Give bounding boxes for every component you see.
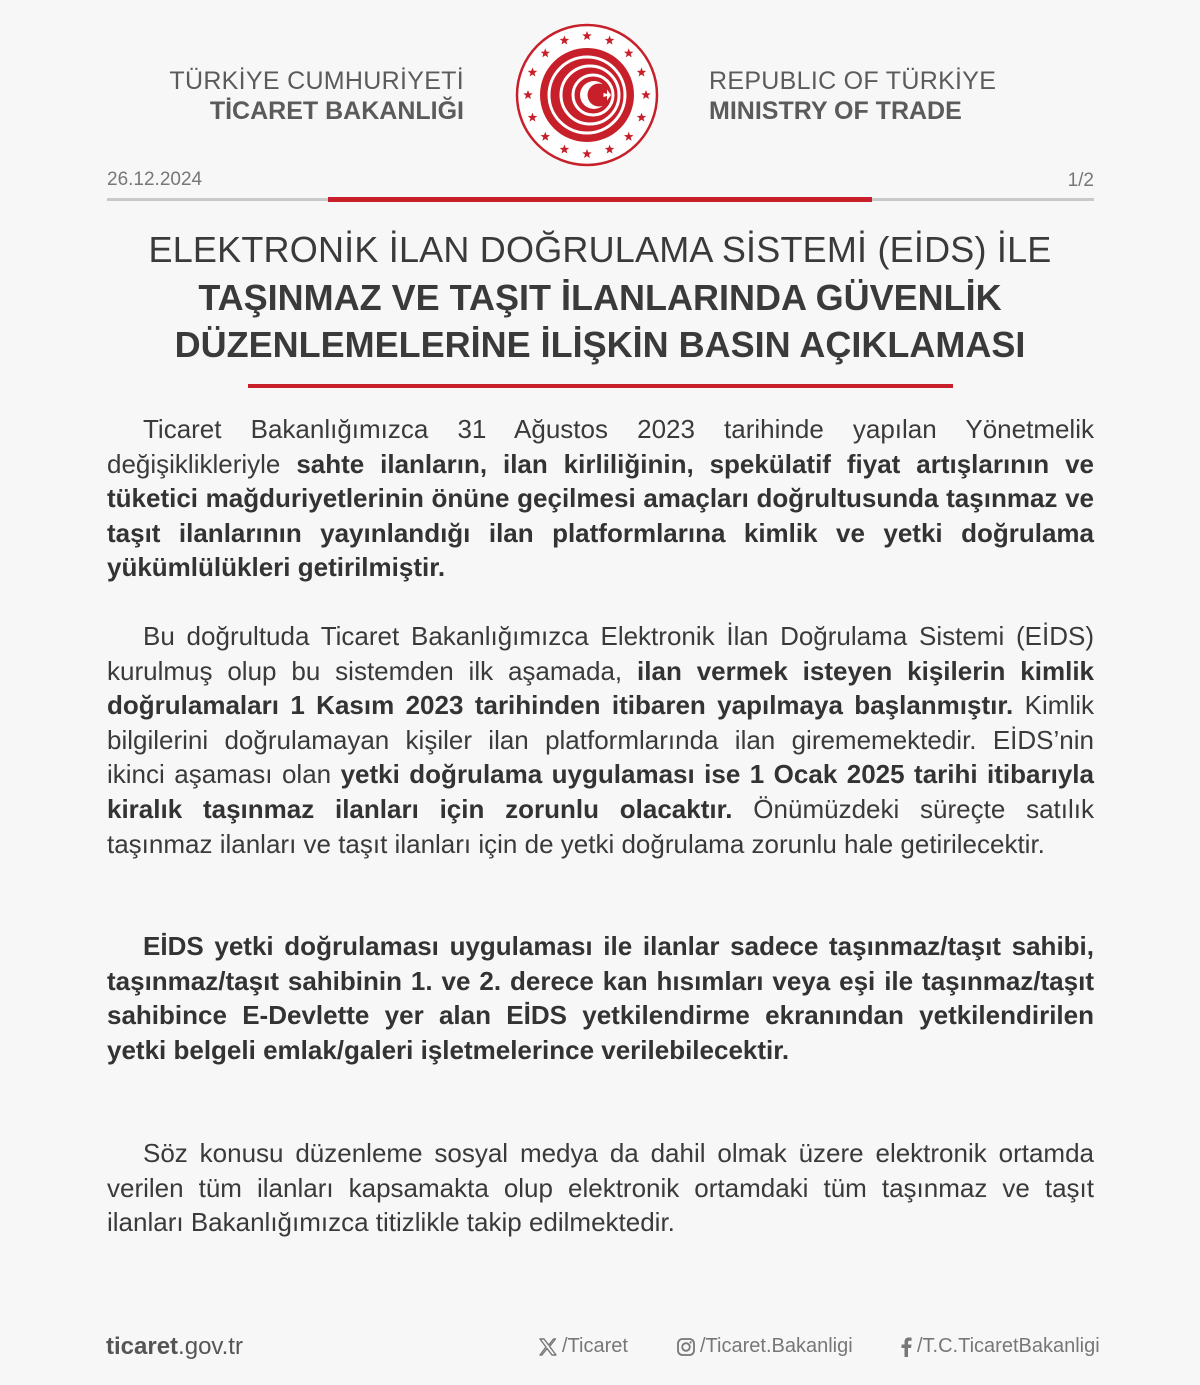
facebook-handle: /T.C.TicaretBakanligi — [917, 1335, 1100, 1357]
facebook-icon — [899, 1337, 913, 1357]
website-bold: ticaret — [106, 1333, 179, 1360]
instagram-icon — [676, 1337, 696, 1357]
title-line3: DÜZENLEMELERİNE İLİŞKİN BASIN AÇIKLAMASI — [174, 324, 1026, 365]
p2-text-e: Önümüzdeki süreçte satılık taşınmaz ilanları ve taşıt ilanları için de yetki doğrulama zorunlu hale getirilecektir. — [107, 793, 1094, 859]
instagram-social-link[interactable] — [676, 1335, 853, 1358]
title-line2: TAŞINMAZ VE TAŞIT İLANLARINDA GÜVENLİK — [198, 277, 1002, 318]
header-left-line2: TİCARET BAKANLIĞI — [209, 97, 464, 125]
title-accent-divider — [248, 384, 953, 388]
header-accent-divider — [328, 197, 872, 202]
paragraph-3 — [107, 929, 1094, 1067]
header-left-block — [140, 66, 464, 126]
paragraph-2 — [107, 619, 1094, 861]
header-right-block — [709, 66, 1039, 126]
p2-text-a: Bu doğrultuda Ticaret Bakanlığımızca Elektronik İlan Doğrulama Sistemi (EİDS) kurulmuş olup bu sistemden ilk aşamada, — [107, 621, 1094, 686]
ministry-emblem-icon — [514, 22, 660, 168]
p2-text-c: Kimlik bilgilerini doğrulamayan kişiler ilan platformlarında ilan girememektedir. EİDS’nin ikinci aşaması olan — [107, 690, 1094, 790]
p4-text: Söz konusu düzenleme sosyal medya da dahil olmak üzere elektronik ortamda verilen tüm ilanları kapsamakta olup elektronik ortamdaki tüm taşınmaz ve taşıt ilanları Bakanlığımızca titizlikle takip edilmektedir. — [107, 1138, 1094, 1238]
x-handle: /Ticaret — [562, 1335, 628, 1357]
title-line1: ELEKTRONİK İLAN DOĞRULAMA SİSTEMİ (EİDS) İLE — [148, 229, 1052, 270]
paragraph-4 — [107, 1136, 1094, 1240]
header-right-line2: MINISTRY OF TRADE — [709, 97, 962, 125]
website-rest: .gov.tr — [178, 1333, 243, 1360]
paragraph-1 — [107, 412, 1094, 585]
header-right-line1: REPUBLIC OF TÜRKİYE — [709, 67, 997, 95]
x-social-link[interactable] — [538, 1335, 628, 1358]
p2-bold-b: ilan vermek isteyen kişilerin kimlik doğrulamaları 1 Kasım 2023 tarihinden itibaren yapılmaya başlanmıştır. — [107, 655, 1094, 721]
p3-bold: EİDS yetki doğrulaması uygulaması ile ilanlar sadece taşınmaz/taşıt sahibi, taşınmaz/taşıt sahibinin 1. ve 2. derece kan hısımları veya eşi ile taşınmaz/taşıt sahibince E-Devlette yer alan EİDS yetkilendirme ekranından yetkilendirilen yetki belgeli emlak/galeri işletmelerince verilebilecektir. — [107, 931, 1094, 1065]
p2-bold-d: yetki doğrulama uygulaması ise 1 Ocak 2025 tarihi itibarıyla kiralık taşınmaz ilanları için zorunlu olacaktır. — [107, 759, 1094, 824]
facebook-social-link[interactable] — [899, 1335, 1100, 1358]
website-link[interactable] — [106, 1333, 243, 1361]
header-left-line1: TÜRKİYE CUMHURİYETİ — [169, 67, 464, 95]
instagram-handle: /Ticaret.Bakanligi — [700, 1335, 853, 1357]
page-number: 1/2 — [1067, 170, 1094, 191]
x-icon — [538, 1337, 558, 1357]
press-release-title — [80, 226, 1120, 368]
p1-bold: sahte ilanların, ilan kirliliğinin, spekülatif fiyat artışlarının ve tüketici mağduriyetlerinin önüne geçilmesi amaçları doğrultusunda taşınmaz ve taşıt ilanlarının yayınlandığı ilan platformlarına kimlik ve yetki doğrulama yükümlülükleri getirilmiştir. — [107, 448, 1094, 583]
document-date: 26.12.2024 — [107, 169, 203, 190]
p1-text: Ticaret Bakanlığımızca 31 Ağustos 2023 tarihinde yapılan Yönetmelik değişiklikleriyle — [107, 414, 1094, 479]
